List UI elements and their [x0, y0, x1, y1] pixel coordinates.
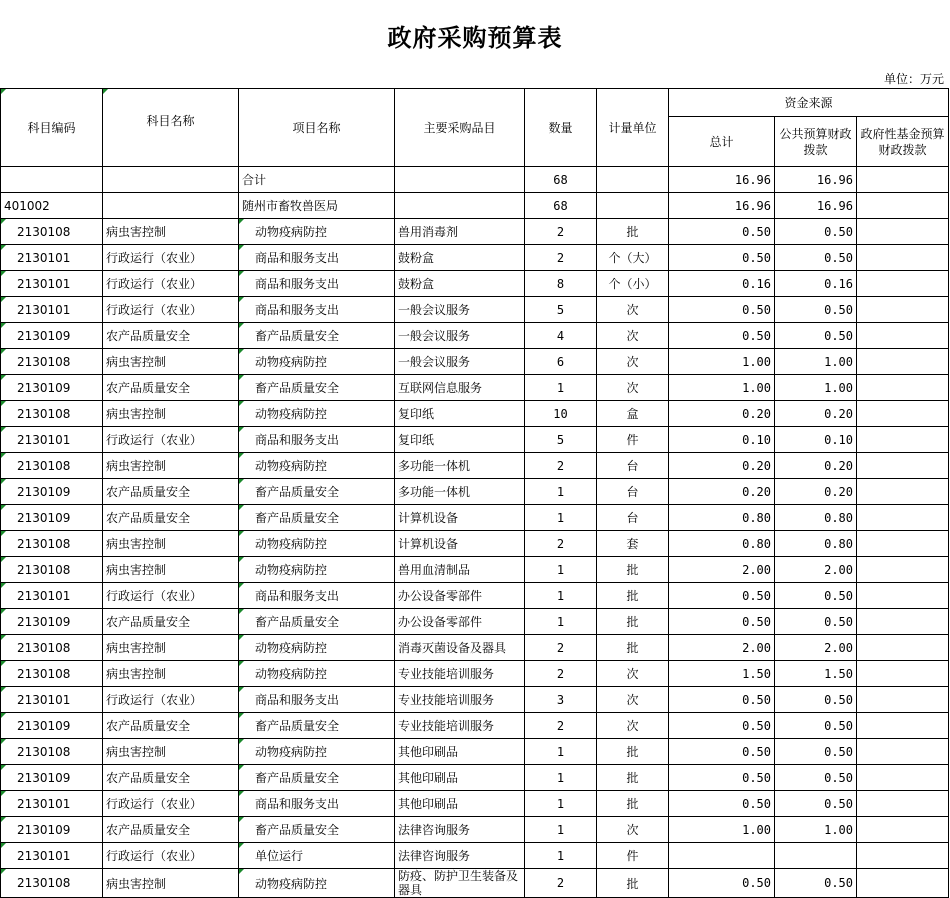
cell-project: 动物疫病防控 [239, 219, 395, 245]
cell-unit: 件 [597, 427, 669, 453]
cell-public: 2.00 [775, 557, 857, 583]
cell-qty: 3 [525, 687, 597, 713]
table-row [1, 453, 949, 479]
header-public: 公共预算财政拨款 [775, 117, 857, 167]
cell-qty: 5 [525, 297, 597, 323]
cell-public [775, 843, 857, 869]
cell-unit: 次 [597, 817, 669, 843]
cell-name: 病虫害控制 [103, 349, 239, 375]
cell-public: 16.96 [775, 167, 857, 193]
cell-name: 行政运行（农业） [103, 245, 239, 271]
cell-total: 0.20 [669, 401, 775, 427]
table-row [1, 713, 949, 739]
table-row [1, 869, 949, 898]
cell-unit: 台 [597, 453, 669, 479]
cell-item: 多功能一体机 [395, 479, 525, 505]
cell-public: 0.20 [775, 453, 857, 479]
cell-item: 办公设备零部件 [395, 609, 525, 635]
cell-project: 畜产品质量安全 [239, 375, 395, 401]
cell-project: 畜产品质量安全 [239, 505, 395, 531]
cell-unit: 批 [597, 609, 669, 635]
cell-unit: 次 [597, 687, 669, 713]
cell-code: 2130108 [1, 349, 103, 375]
cell-public: 0.80 [775, 505, 857, 531]
cell-fund [857, 869, 949, 898]
cell-fund [857, 531, 949, 557]
cell-fund [857, 427, 949, 453]
cell-total: 0.80 [669, 531, 775, 557]
cell-name: 行政运行（农业） [103, 843, 239, 869]
cell-item: 其他印刷品 [395, 739, 525, 765]
cell-name: 病虫害控制 [103, 401, 239, 427]
cell-unit: 批 [597, 557, 669, 583]
cell-qty: 8 [525, 271, 597, 297]
cell-project: 商品和服务支出 [239, 791, 395, 817]
cell-project: 动物疫病防控 [239, 869, 395, 898]
cell-project: 畜产品质量安全 [239, 817, 395, 843]
cell-code: 2130109 [1, 323, 103, 349]
table-row [1, 583, 949, 609]
cell-name: 农产品质量安全 [103, 323, 239, 349]
cell-total: 0.50 [669, 297, 775, 323]
cell-public: 0.20 [775, 479, 857, 505]
header-fund: 政府性基金预算财政拨款 [857, 117, 949, 167]
cell-project: 畜产品质量安全 [239, 479, 395, 505]
cell-unit [597, 193, 669, 219]
cell-qty: 1 [525, 609, 597, 635]
cell-qty: 2 [525, 661, 597, 687]
cell-qty: 5 [525, 427, 597, 453]
cell-public: 0.50 [775, 609, 857, 635]
cell-project: 畜产品质量安全 [239, 609, 395, 635]
cell-project: 商品和服务支出 [239, 427, 395, 453]
cell-public: 0.50 [775, 739, 857, 765]
table-row [1, 843, 949, 869]
cell-project: 合计 [239, 167, 395, 193]
cell-project: 商品和服务支出 [239, 271, 395, 297]
cell-fund [857, 609, 949, 635]
cell-item: 计算机设备 [395, 505, 525, 531]
table-row [1, 375, 949, 401]
cell-qty: 68 [525, 167, 597, 193]
cell-total: 0.20 [669, 453, 775, 479]
budget-table [0, 88, 949, 898]
cell-item: 一般会议服务 [395, 323, 525, 349]
cell-total: 0.10 [669, 427, 775, 453]
cell-public: 1.00 [775, 817, 857, 843]
cell-fund [857, 375, 949, 401]
cell-public: 0.16 [775, 271, 857, 297]
cell-item: 鼓粉盒 [395, 271, 525, 297]
cell-project: 畜产品质量安全 [239, 765, 395, 791]
cell-qty: 1 [525, 375, 597, 401]
cell-total: 1.00 [669, 817, 775, 843]
cell-code: 2130108 [1, 219, 103, 245]
table-row [1, 635, 949, 661]
cell-code: 2130108 [1, 869, 103, 898]
cell-qty: 2 [525, 869, 597, 898]
cell-name: 农产品质量安全 [103, 479, 239, 505]
cell-unit: 批 [597, 219, 669, 245]
cell-item [395, 193, 525, 219]
cell-project: 畜产品质量安全 [239, 713, 395, 739]
cell-fund [857, 739, 949, 765]
cell-code: 2130109 [1, 765, 103, 791]
cell-fund [857, 479, 949, 505]
page-title: 政府采购预算表 [387, 23, 563, 52]
cell-fund [857, 323, 949, 349]
cell-item [395, 167, 525, 193]
cell-project: 单位运行 [239, 843, 395, 869]
cell-unit: 台 [597, 479, 669, 505]
cell-total: 16.96 [669, 193, 775, 219]
cell-unit: 批 [597, 739, 669, 765]
cell-item: 其他印刷品 [395, 765, 525, 791]
cell-name: 行政运行（农业） [103, 271, 239, 297]
cell-public: 1.50 [775, 661, 857, 687]
cell-name: 农产品质量安全 [103, 713, 239, 739]
cell-code: 2130108 [1, 739, 103, 765]
cell-fund [857, 401, 949, 427]
cell-public: 0.50 [775, 791, 857, 817]
cell-qty: 1 [525, 843, 597, 869]
cell-fund [857, 661, 949, 687]
cell-fund [857, 219, 949, 245]
cell-code: 2130109 [1, 609, 103, 635]
cell-project: 动物疫病防控 [239, 531, 395, 557]
cell-project: 动物疫病防控 [239, 401, 395, 427]
cell-name: 病虫害控制 [103, 531, 239, 557]
cell-qty: 1 [525, 557, 597, 583]
cell-qty: 2 [525, 531, 597, 557]
cell-qty: 6 [525, 349, 597, 375]
table-row [1, 297, 949, 323]
cell-qty: 1 [525, 765, 597, 791]
cell-qty: 1 [525, 739, 597, 765]
cell-public: 0.50 [775, 219, 857, 245]
table-row [1, 505, 949, 531]
cell-public: 1.00 [775, 375, 857, 401]
table-row [1, 661, 949, 687]
cell-code: 2130101 [1, 843, 103, 869]
cell-unit: 个（小） [597, 271, 669, 297]
cell-unit: 次 [597, 375, 669, 401]
cell-qty: 2 [525, 219, 597, 245]
cell-unit: 次 [597, 323, 669, 349]
cell-unit: 次 [597, 349, 669, 375]
cell-public: 0.20 [775, 401, 857, 427]
cell-qty: 1 [525, 791, 597, 817]
table-row [1, 531, 949, 557]
cell-name: 行政运行（农业） [103, 427, 239, 453]
cell-total: 0.20 [669, 479, 775, 505]
cell-name: 行政运行（农业） [103, 791, 239, 817]
cell-code: 2130108 [1, 531, 103, 557]
cell-code: 2130101 [1, 245, 103, 271]
cell-public: 1.00 [775, 349, 857, 375]
cell-project: 动物疫病防控 [239, 453, 395, 479]
cell-fund [857, 505, 949, 531]
cell-code: 2130101 [1, 427, 103, 453]
cell-total: 1.50 [669, 661, 775, 687]
cell-name [103, 193, 239, 219]
cell-name: 病虫害控制 [103, 661, 239, 687]
table-row [1, 817, 949, 843]
cell-name: 病虫害控制 [103, 219, 239, 245]
cell-item: 计算机设备 [395, 531, 525, 557]
cell-public: 0.10 [775, 427, 857, 453]
cell-project: 动物疫病防控 [239, 635, 395, 661]
cell-total: 0.50 [669, 791, 775, 817]
cell-qty: 2 [525, 453, 597, 479]
cell-item: 复印纸 [395, 401, 525, 427]
cell-item: 鼓粉盒 [395, 245, 525, 271]
cell-total: 0.50 [669, 687, 775, 713]
cell-public: 0.50 [775, 323, 857, 349]
header-qty: 数量 [525, 89, 597, 167]
cell-code: 2130109 [1, 479, 103, 505]
cell-fund [857, 791, 949, 817]
cell-total: 0.50 [669, 739, 775, 765]
cell-fund [857, 245, 949, 271]
cell-qty: 1 [525, 817, 597, 843]
cell-total: 1.00 [669, 375, 775, 401]
cell-code: 2130108 [1, 557, 103, 583]
cell-total: 0.50 [669, 583, 775, 609]
cell-project: 商品和服务支出 [239, 245, 395, 271]
cell-total: 0.50 [669, 245, 775, 271]
cell-project: 动物疫病防控 [239, 739, 395, 765]
cell-public: 0.80 [775, 531, 857, 557]
cell-total: 0.80 [669, 505, 775, 531]
cell-name: 行政运行（农业） [103, 687, 239, 713]
cell-fund [857, 817, 949, 843]
cell-unit [597, 167, 669, 193]
cell-unit: 次 [597, 297, 669, 323]
cell-name: 行政运行（农业） [103, 583, 239, 609]
cell-public: 0.50 [775, 297, 857, 323]
cell-item: 防疫、防护卫生装备及器具 [395, 869, 525, 898]
cell-project: 随州市畜牧兽医局 [239, 193, 395, 219]
cell-fund [857, 271, 949, 297]
cell-code: 2130101 [1, 271, 103, 297]
table-row [1, 349, 949, 375]
cell-fund [857, 713, 949, 739]
cell-public: 0.50 [775, 765, 857, 791]
cell-item: 互联网信息服务 [395, 375, 525, 401]
cell-project: 商品和服务支出 [239, 583, 395, 609]
cell-project: 动物疫病防控 [239, 661, 395, 687]
cell-item: 法律咨询服务 [395, 817, 525, 843]
cell-unit: 批 [597, 791, 669, 817]
table-row [1, 427, 949, 453]
cell-public: 0.50 [775, 713, 857, 739]
cell-unit: 件 [597, 843, 669, 869]
cell-qty: 10 [525, 401, 597, 427]
cell-unit: 次 [597, 661, 669, 687]
summary-row [1, 193, 949, 219]
cell-code: 2130108 [1, 453, 103, 479]
cell-qty: 68 [525, 193, 597, 219]
table-row [1, 557, 949, 583]
cell-total: 0.50 [669, 219, 775, 245]
cell-total: 0.50 [669, 765, 775, 791]
cell-project: 商品和服务支出 [239, 687, 395, 713]
table-row [1, 765, 949, 791]
cell-item: 消毒灭菌设备及器具 [395, 635, 525, 661]
cell-code: 2130109 [1, 505, 103, 531]
cell-name: 农产品质量安全 [103, 375, 239, 401]
cell-qty: 1 [525, 479, 597, 505]
header-name: 科目名称 [103, 89, 239, 167]
cell-fund [857, 193, 949, 219]
cell-unit: 批 [597, 583, 669, 609]
cell-public: 0.50 [775, 687, 857, 713]
cell-item: 其他印刷品 [395, 791, 525, 817]
cell-item: 专业技能培训服务 [395, 687, 525, 713]
cell-name: 行政运行（农业） [103, 297, 239, 323]
cell-item: 多功能一体机 [395, 453, 525, 479]
cell-total: 0.50 [669, 713, 775, 739]
cell-project: 动物疫病防控 [239, 557, 395, 583]
table-row [1, 271, 949, 297]
cell-code: 401002 [1, 193, 103, 219]
cell-item: 一般会议服务 [395, 349, 525, 375]
header-code: 科目编码 [1, 89, 103, 167]
cell-public: 16.96 [775, 193, 857, 219]
cell-name: 病虫害控制 [103, 739, 239, 765]
table-row [1, 687, 949, 713]
cell-fund [857, 349, 949, 375]
cell-item: 复印纸 [395, 427, 525, 453]
cell-name: 农产品质量安全 [103, 505, 239, 531]
unit-label: 单位：万元 [883, 72, 944, 86]
cell-name: 农产品质量安全 [103, 609, 239, 635]
cell-name: 病虫害控制 [103, 869, 239, 898]
cell-item: 专业技能培训服务 [395, 661, 525, 687]
cell-name: 病虫害控制 [103, 453, 239, 479]
cell-code: 2130101 [1, 297, 103, 323]
cell-unit: 批 [597, 869, 669, 898]
cell-qty: 1 [525, 583, 597, 609]
cell-total: 0.50 [669, 323, 775, 349]
cell-code: 2130108 [1, 401, 103, 427]
cell-item: 法律咨询服务 [395, 843, 525, 869]
table-row [1, 739, 949, 765]
cell-code: 2130108 [1, 661, 103, 687]
cell-code: 2130109 [1, 375, 103, 401]
cell-unit: 台 [597, 505, 669, 531]
cell-item: 兽用消毒剂 [395, 219, 525, 245]
table-row [1, 219, 949, 245]
cell-unit: 批 [597, 635, 669, 661]
table-row [1, 791, 949, 817]
cell-public: 2.00 [775, 635, 857, 661]
cell-unit: 批 [597, 765, 669, 791]
header-total: 总计 [669, 117, 775, 167]
cell-unit: 盒 [597, 401, 669, 427]
cell-name: 病虫害控制 [103, 635, 239, 661]
cell-item: 一般会议服务 [395, 297, 525, 323]
cell-qty: 1 [525, 505, 597, 531]
cell-unit: 个（大） [597, 245, 669, 271]
cell-code: 2130109 [1, 713, 103, 739]
cell-total: 2.00 [669, 635, 775, 661]
table-row [1, 245, 949, 271]
cell-qty: 2 [525, 245, 597, 271]
cell-fund [857, 557, 949, 583]
cell-qty: 2 [525, 635, 597, 661]
cell-name: 农产品质量安全 [103, 817, 239, 843]
cell-fund [857, 843, 949, 869]
cell-fund [857, 453, 949, 479]
cell-total [669, 843, 775, 869]
cell-code: 2130108 [1, 635, 103, 661]
cell-name: 病虫害控制 [103, 557, 239, 583]
cell-name: 农产品质量安全 [103, 765, 239, 791]
cell-public: 0.50 [775, 245, 857, 271]
cell-public: 0.50 [775, 583, 857, 609]
table-body [1, 167, 949, 898]
cell-unit: 套 [597, 531, 669, 557]
cell-item: 办公设备零部件 [395, 583, 525, 609]
cell-total: 0.50 [669, 869, 775, 898]
cell-name [103, 167, 239, 193]
cell-code: 2130101 [1, 583, 103, 609]
cell-unit: 次 [597, 713, 669, 739]
table-row [1, 609, 949, 635]
cell-fund [857, 583, 949, 609]
cell-code: 2130101 [1, 687, 103, 713]
header-unit: 计量单位 [597, 89, 669, 167]
cell-code: 2130101 [1, 791, 103, 817]
cell-public: 0.50 [775, 869, 857, 898]
cell-code [1, 167, 103, 193]
cell-total: 16.96 [669, 167, 775, 193]
table-row [1, 479, 949, 505]
header-item: 主要采购品目 [395, 89, 525, 167]
cell-fund [857, 635, 949, 661]
table-row [1, 401, 949, 427]
cell-project: 商品和服务支出 [239, 297, 395, 323]
cell-fund [857, 687, 949, 713]
cell-code: 2130109 [1, 817, 103, 843]
cell-project: 动物疫病防控 [239, 349, 395, 375]
cell-qty: 2 [525, 713, 597, 739]
cell-fund [857, 765, 949, 791]
table-row [1, 323, 949, 349]
header-project: 项目名称 [239, 89, 395, 167]
cell-fund [857, 297, 949, 323]
cell-item: 专业技能培训服务 [395, 713, 525, 739]
summary-row [1, 167, 949, 193]
cell-total: 0.50 [669, 609, 775, 635]
cell-project: 畜产品质量安全 [239, 323, 395, 349]
header-funding: 资金来源 [669, 89, 949, 117]
cell-total: 2.00 [669, 557, 775, 583]
cell-total: 1.00 [669, 349, 775, 375]
cell-total: 0.16 [669, 271, 775, 297]
cell-qty: 4 [525, 323, 597, 349]
cell-fund [857, 167, 949, 193]
cell-item: 兽用血清制品 [395, 557, 525, 583]
